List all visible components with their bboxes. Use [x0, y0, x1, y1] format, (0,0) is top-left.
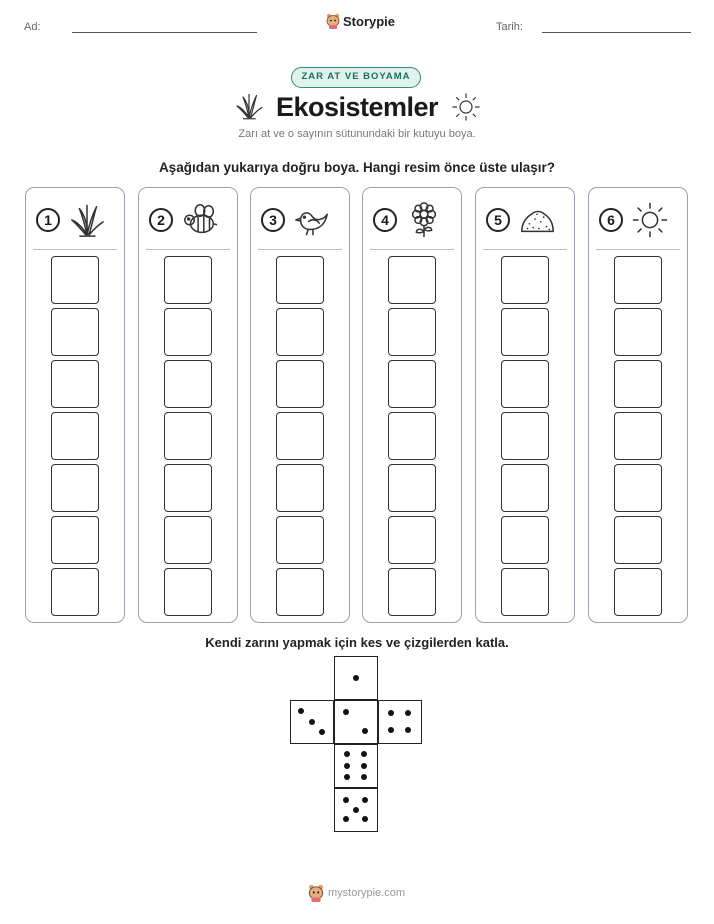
column-header: [373, 201, 443, 239]
soil-icon: [518, 201, 556, 239]
activity-badge: ZAR AT VE BOYAMA: [291, 67, 421, 88]
column-number: 1: [36, 208, 60, 232]
dice-pip: [344, 763, 350, 769]
color-box[interactable]: [501, 464, 549, 512]
dice-face-6: [334, 744, 378, 788]
brand-logo: [326, 13, 395, 29]
dice-pip: [361, 774, 367, 780]
color-box[interactable]: [276, 256, 324, 304]
column-header: [261, 201, 331, 239]
color-box[interactable]: [501, 360, 549, 408]
column-divider: [370, 249, 454, 250]
column-4: [362, 187, 462, 623]
color-box[interactable]: [614, 308, 662, 356]
footer-url: mystorypie.com: [328, 887, 406, 899]
color-box[interactable]: [51, 360, 99, 408]
color-box[interactable]: [614, 412, 662, 460]
color-box[interactable]: [614, 516, 662, 564]
dice-pip: [362, 728, 368, 734]
dice-pip: [361, 763, 367, 769]
subtitle: Zarı at ve o sayının sütunundaki bir kutuyu boya.: [238, 128, 476, 140]
column-3: [250, 187, 350, 623]
sun-icon: [631, 201, 669, 239]
color-box[interactable]: [501, 256, 549, 304]
column-number: 3: [261, 208, 285, 232]
dice-pip: [343, 816, 349, 822]
color-box[interactable]: [388, 568, 436, 616]
column-divider: [596, 249, 680, 250]
color-box[interactable]: [501, 308, 549, 356]
color-box[interactable]: [388, 516, 436, 564]
plant-icon: [68, 201, 106, 239]
color-box[interactable]: [51, 516, 99, 564]
dice-face-3: [290, 700, 334, 744]
flower-icon: [405, 201, 443, 239]
color-box[interactable]: [388, 256, 436, 304]
dice-face-2: [334, 700, 378, 744]
dice-pip: [309, 719, 315, 725]
column-number: 4: [373, 208, 397, 232]
color-box[interactable]: [276, 464, 324, 512]
dice-pip: [343, 797, 349, 803]
page-title: Ekosistemler: [275, 92, 439, 122]
color-box[interactable]: [164, 360, 212, 408]
dice-net: [290, 656, 424, 836]
instruction: Aşağıdan yukarıya doğru boya. Hangi resim önce üste ulaşır?: [158, 160, 556, 175]
dice-pip: [362, 816, 368, 822]
dice-face-4: [378, 700, 422, 744]
color-box[interactable]: [51, 412, 99, 460]
color-box[interactable]: [614, 464, 662, 512]
column-number: 5: [486, 208, 510, 232]
dice-pip: [361, 751, 367, 757]
color-box[interactable]: [614, 568, 662, 616]
dice-pip: [319, 729, 325, 735]
color-box[interactable]: [501, 516, 549, 564]
dice-pip: [362, 797, 368, 803]
color-box[interactable]: [164, 256, 212, 304]
color-box[interactable]: [276, 360, 324, 408]
dice-pip: [343, 709, 349, 715]
color-box[interactable]: [614, 256, 662, 304]
name-label: Ad:: [24, 21, 41, 33]
column-divider: [483, 249, 567, 250]
dice-pip: [344, 774, 350, 780]
color-box[interactable]: [164, 464, 212, 512]
color-box[interactable]: [501, 412, 549, 460]
column-divider: [33, 249, 117, 250]
dice-pip: [405, 710, 411, 716]
column-1: [25, 187, 125, 623]
column-header: [36, 201, 106, 239]
column-divider: [258, 249, 342, 250]
dice-pip: [298, 708, 304, 714]
column-2: [138, 187, 238, 623]
bee-icon: [181, 201, 219, 239]
column-6: [588, 187, 688, 623]
color-box[interactable]: [164, 516, 212, 564]
date-label: Tarih:: [496, 21, 523, 33]
color-box[interactable]: [51, 308, 99, 356]
color-box[interactable]: [501, 568, 549, 616]
dice-pip: [353, 807, 359, 813]
storypie-mascot-icon: [308, 884, 324, 902]
color-box[interactable]: [276, 568, 324, 616]
color-box[interactable]: [51, 568, 99, 616]
dice-pip: [388, 710, 394, 716]
column-number: 2: [149, 208, 173, 232]
color-box[interactable]: [164, 412, 212, 460]
color-box[interactable]: [164, 568, 212, 616]
column-divider: [146, 249, 230, 250]
dice-instruction: Kendi zarını yapmak için kes ve çizgilerden katla.: [205, 635, 509, 650]
column-header: [149, 201, 219, 239]
color-box[interactable]: [276, 412, 324, 460]
dice-face-1: [334, 656, 378, 700]
color-box[interactable]: [164, 308, 212, 356]
color-box[interactable]: [276, 516, 324, 564]
dice-face-5: [334, 788, 378, 832]
date-line: [542, 32, 691, 33]
storypie-mascot-icon: [326, 13, 340, 29]
color-box[interactable]: [51, 464, 99, 512]
dice-pip: [353, 675, 359, 681]
bird-icon: [293, 201, 331, 239]
column-number: 6: [599, 208, 623, 232]
color-box[interactable]: [51, 256, 99, 304]
color-box[interactable]: [388, 360, 436, 408]
column-header: [486, 201, 556, 239]
column-5: [475, 187, 575, 623]
sun-icon: [451, 92, 481, 122]
dice-pip: [388, 727, 394, 733]
dice-pip: [344, 751, 350, 757]
color-box[interactable]: [388, 308, 436, 356]
color-box[interactable]: [276, 308, 324, 356]
dice-pip: [405, 727, 411, 733]
color-box[interactable]: [614, 360, 662, 408]
name-line: [72, 32, 257, 33]
footer: [308, 884, 405, 902]
color-box[interactable]: [388, 412, 436, 460]
color-box[interactable]: [388, 464, 436, 512]
column-header: [599, 201, 669, 239]
brand-name: Storypie: [343, 13, 396, 29]
